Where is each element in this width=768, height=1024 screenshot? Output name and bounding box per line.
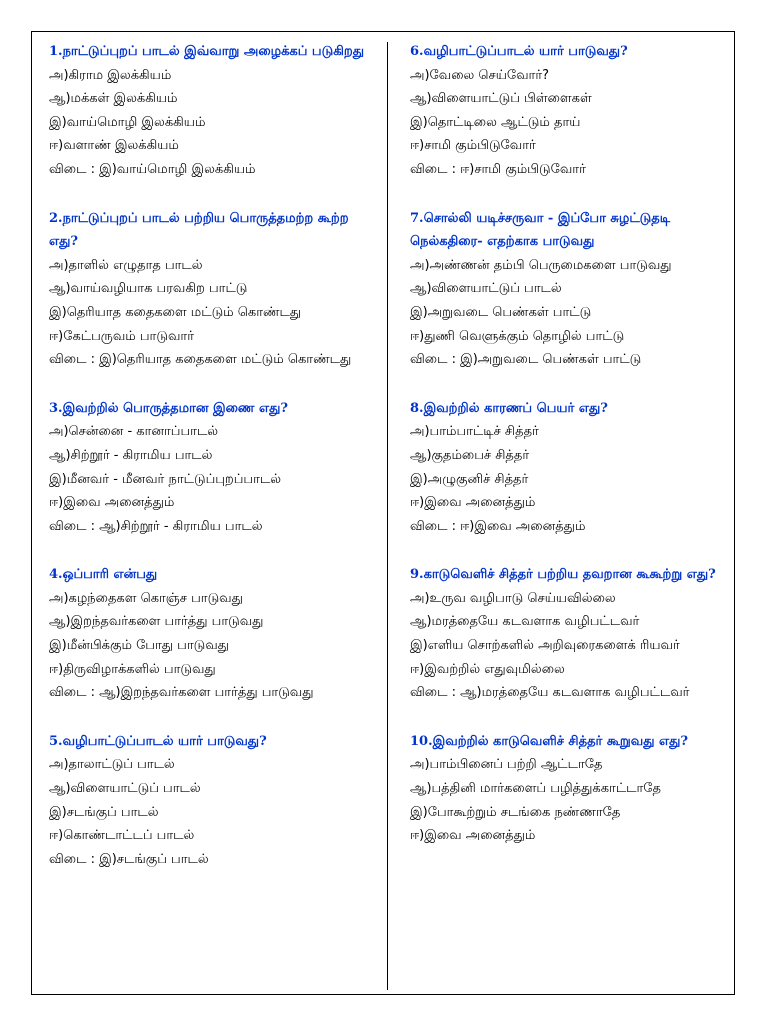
option-line: ஆ)சிற்றூர் - கிராமிய பாடல் xyxy=(49,447,213,463)
question-title: 5.வழிபாட்டுப்பாடல் யார் பாடுவது? xyxy=(49,733,267,749)
question-block xyxy=(49,40,379,182)
answer-line: விடை : ஈ)சாமி கும்பிடுவோர் xyxy=(410,161,586,177)
question-block xyxy=(410,563,728,705)
option-line: அ)கிராம இலக்கியம் xyxy=(49,67,172,83)
option-line: ஈ)இவை அனைத்தும் xyxy=(410,828,536,844)
question-block xyxy=(410,730,728,848)
question-title: 2.நாட்டுப்புறப் பாடல் பற்றிய பொருத்தமற்ற கூற்ற எது? xyxy=(49,210,349,250)
question-title: 7.சொல்லி யடிச்சருவா - இப்போ சுழட்டுதடி நெல்கதிரை- எதற்காக பாடுவது xyxy=(410,210,671,250)
option-line: ஆ)விளையாட்டுப் பிள்ளைகள் xyxy=(410,91,592,107)
question-block xyxy=(410,40,728,182)
option-line: ஆ)இறந்தவர்களை பார்த்து பாடுவது xyxy=(49,614,264,630)
option-line: அ)உருவ வழிபாடு செய்யவில்லை xyxy=(410,590,616,606)
question-title: 8.இவற்றில் காரணப் பெயர் எது? xyxy=(410,400,608,416)
answer-line: விடை : ஆ)இறந்தவர்களை பார்த்து பாடுவது xyxy=(49,685,314,701)
option-line: ஈ)கேட்பருவம் பாடுவார் xyxy=(49,328,194,344)
option-line: ஆ)வாய்வழியாக பரவகிற பாட்டு xyxy=(49,281,248,297)
option-line: ஆ)மரத்தையே கடவளாக வழிபட்டவர் xyxy=(410,614,640,630)
option-line: ஈ)இவை அனைத்தும் xyxy=(49,495,175,511)
question-block xyxy=(410,207,728,372)
option-line: அ)கழந்தைகள கொஞ்ச பாடுவது xyxy=(49,590,243,606)
right-column xyxy=(410,40,728,873)
option-line: அ)வேலை செய்வோர்? xyxy=(410,67,550,83)
option-line: இ)மீன்பிக்கும் போது பாடுவது xyxy=(49,638,229,654)
option-line: அ)பாம்பாட்டிச் சித்தர் xyxy=(410,424,539,440)
option-line: இ)அறுவடை பெண்கள் பாட்டு xyxy=(410,304,592,320)
option-line: இ)தொட்டிலை ஆட்டும் தாய் xyxy=(410,114,581,130)
option-line: அ)பாம்பினைப் பற்றி ஆட்டாதே xyxy=(410,757,603,773)
column-divider xyxy=(387,42,388,990)
option-line: ஆ)விளையாட்டுப் பாடல் xyxy=(410,281,562,297)
question-title: 4.ஒப்பாரி என்பது xyxy=(49,567,158,583)
question-title: 1.நாட்டுப்புறப் பாடல் இவ்வாறு அழைக்கப் படுகிறது xyxy=(49,44,364,59)
option-line: ஈ)சாமி கும்பிடுவோர் xyxy=(410,138,536,154)
option-line: இ)அழுகுனிச் சித்தர் xyxy=(410,471,529,487)
question-block xyxy=(49,730,379,872)
question-block xyxy=(49,207,379,372)
question-title: 3.இவற்றில் பொருத்தமான இணை எது? xyxy=(49,400,289,416)
option-line: ஆ)விளையாட்டுப் பாடல் xyxy=(49,781,201,797)
option-line: அ)தாலாட்டுப் பாடல் xyxy=(49,757,175,773)
question-block xyxy=(49,563,379,705)
left-column xyxy=(49,40,379,896)
question-title: 9.காடுவெளிச் சித்தர் பற்றிய தவறான கூகூற்று எது? xyxy=(410,567,716,583)
option-line: இ)போகூற்றும் சடங்கை நண்ணாதே xyxy=(410,804,621,820)
option-line: ஈ)துணி வெளுக்கும் தொழில் பாட்டு xyxy=(410,328,625,344)
answer-line: விடை : ஆ)மரத்தையே கடவளாக வழிபட்டவர் xyxy=(410,685,690,701)
option-line: ஈ)இவற்றில் எதுவுமில்லை xyxy=(410,661,565,677)
option-line: இ)எளிய சொற்களில் அறிவுரைகளைக் ரியவர் xyxy=(410,638,680,654)
option-line: ஈ)திருவிழாக்களில் பாடுவது xyxy=(49,661,216,677)
answer-line: விடை : ஈ)இவை அனைத்தும் xyxy=(410,518,586,534)
option-line: ஆ)குதம்பைச் சித்தர் xyxy=(410,447,530,463)
answer-line: விடை : இ)வாய்மொழி இலக்கியம் xyxy=(49,161,256,177)
option-line: அ)தாளில் எழுதாத பாடல் xyxy=(49,257,203,273)
question-block xyxy=(410,397,728,539)
question-title: 6.வழிபாட்டுப்பாடல் யார் பாடுவது? xyxy=(410,44,628,59)
option-line: ஈ)இவை அனைத்தும் xyxy=(410,495,536,511)
answer-line: விடை : இ)தெரியாத கதைகளை மட்டும் கொண்டது xyxy=(49,352,352,368)
question-block xyxy=(49,397,379,539)
answer-line: விடை : இ)அறுவடை பெண்கள் பாட்டு xyxy=(410,352,642,368)
answer-line: விடை : இ)சடங்குப் பாடல் xyxy=(49,851,209,867)
option-line: இ)தெரியாத கதைகளை மட்டும் கொண்டது xyxy=(49,304,302,320)
quiz-page xyxy=(31,31,735,995)
option-line: அ)சென்னை - கானாப்பாடல் xyxy=(49,424,219,440)
option-line: இ)வாய்மொழி இலக்கியம் xyxy=(49,114,206,130)
option-line: ஆ)பத்தினி மார்களைப் பழித்துக்காட்டாதே xyxy=(410,781,662,797)
option-line: ஆ)மக்கள் இலக்கியம் xyxy=(49,91,178,107)
option-line: இ)சடங்குப் பாடல் xyxy=(49,804,159,820)
answer-line: விடை : ஆ)சிற்றூர் - கிராமிய பாடல் xyxy=(49,518,263,534)
option-line: ஈ)கொண்டாட்டப் பாடல் xyxy=(49,828,195,844)
question-title: 10.இவற்றில் காடுவெளிச் சித்தர் கூறுவது எது? xyxy=(410,733,689,749)
option-line: இ)மீனவர் - மீனவர் நாட்டுப்புறப்பாடல் xyxy=(49,471,282,487)
option-line: ஈ)வளாண் இலக்கியம் xyxy=(49,138,179,154)
option-line: அ)அண்ணன் தம்பி பெருமைகளை பாடுவது xyxy=(410,257,672,273)
